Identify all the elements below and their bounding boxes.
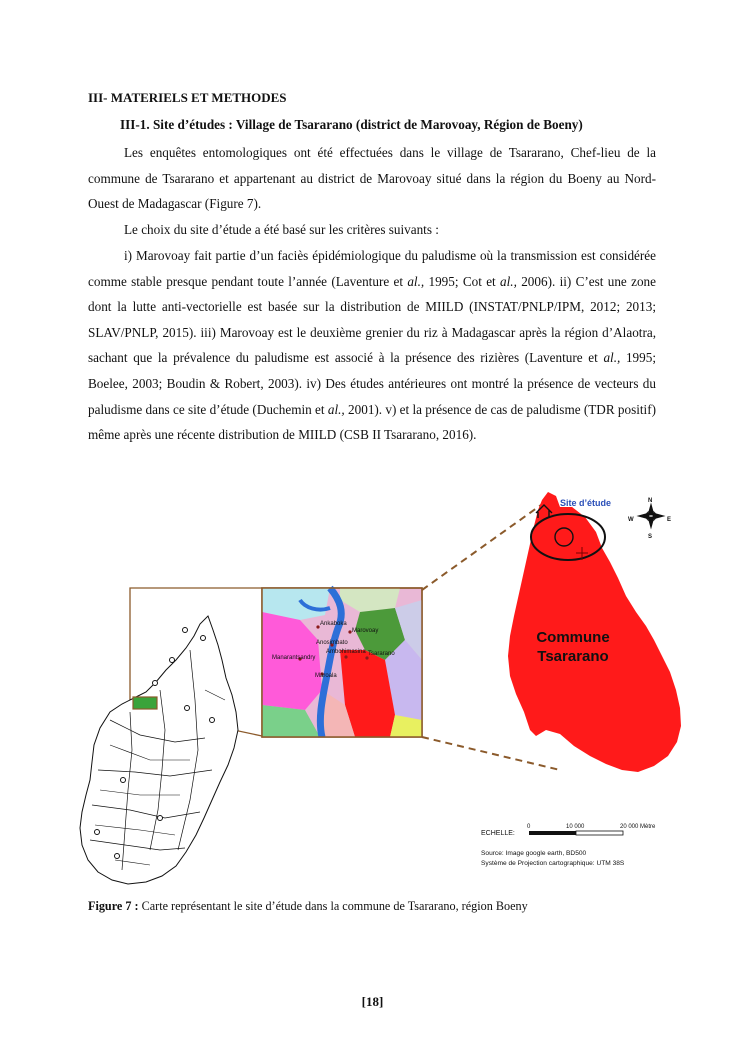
- compass-s: S: [648, 534, 653, 540]
- inset-label-marovoay: Marovoay: [352, 628, 379, 634]
- inset-label-tsararano: Tsararano: [368, 651, 395, 657]
- madagascar-map: [80, 616, 238, 884]
- projection-text: Système de Projection cartographique: UTM 38S: [481, 860, 625, 867]
- paragraph-criteria-list: i) Marovoay fait partie d’un faciès épidémiologique du paludisme où la transmission est considérée comme stable presque pendant toute l’année (Laventure et al., 1995; Cot et al., 2006). ii) C’est une zone dont la lutte anti-vectorielle est basée sur la distribution de MIILD (INSTAT/PNLP/IPM, 2012; 2013; SLAV/PNLP, 2015). iii) Marovoay est le deuxième grenier du riz à Madagascar après la région d’Alaotra, sachant que la prévalence du paludisme est associé à la présence des rizières (Laventure et al., 1995; Boelee, 2003; Boudin & Robert, 2003). iv) Des études antérieures ont montré la présence de vecteurs du paludisme dans ce site d’étude (Duchemin et al., 2001). v) et la présence de cas de paludisme (TDR positif) même après une récente distribution de MIILD (CSB II Tsararano, 2016).: [88, 248, 657, 443]
- compass-w: W: [628, 517, 634, 523]
- commune-label-line1: Commune: [536, 629, 610, 646]
- inset-map: [262, 588, 422, 737]
- compass-rose-icon: [638, 504, 664, 528]
- site-label: Site d’étude: [560, 498, 612, 508]
- inset-label-anosimbato: Anosimbato: [316, 640, 348, 646]
- inset-label-maroala: Maroala: [315, 673, 337, 679]
- paragraph-criteria-intro: Le choix du site d’étude a été basé sur les critères suivants :: [124, 222, 439, 237]
- subsection-heading: III-1. Site d’études : Village de Tsararano (district de Marovoay, Région de Boeny): [120, 117, 583, 132]
- compass-e: E: [667, 517, 672, 523]
- inset-label-ankaboka: Ankaboka: [320, 621, 347, 627]
- figure-caption-text: Carte représentant le site d’étude dans la commune de Tsararano, région Boeny: [138, 899, 528, 913]
- dashed-line-bottom: [422, 737, 560, 770]
- page-number: [18]: [361, 994, 384, 1009]
- madagascar-highlight: [133, 697, 157, 709]
- compass-n: N: [648, 498, 653, 504]
- scale-label: ECHELLE:: [481, 830, 515, 837]
- section-heading: III- MATERIELS ET METHODES: [88, 90, 287, 105]
- scale-tick-2: 20 000 Mètre: [620, 824, 656, 830]
- scale-tick-1: 10 000: [566, 824, 585, 830]
- scale-tick-0: 0: [527, 824, 531, 830]
- paragraph-study-site: Les enquêtes entomologiques ont été effectuées dans le village de Tsararano, Chef-lieu de la commune de Tsararano et appartenant au district de Marovoay situé dans la région du Boeny au Nord-Ouest de Madagascar (Figure 7).: [88, 145, 656, 212]
- commune-label-line2: Tsararano: [537, 648, 609, 665]
- source-text: Source: Image google earth, BD500: [481, 850, 587, 857]
- inset-label-manarantsandry: Manarantsandry: [272, 655, 316, 661]
- inset-label-ambohimasina: Ambohimasina: [326, 649, 366, 655]
- figure-caption-label: Figure 7 :: [88, 899, 139, 913]
- scale-bar: [481, 824, 656, 867]
- figure-caption: [88, 899, 528, 914]
